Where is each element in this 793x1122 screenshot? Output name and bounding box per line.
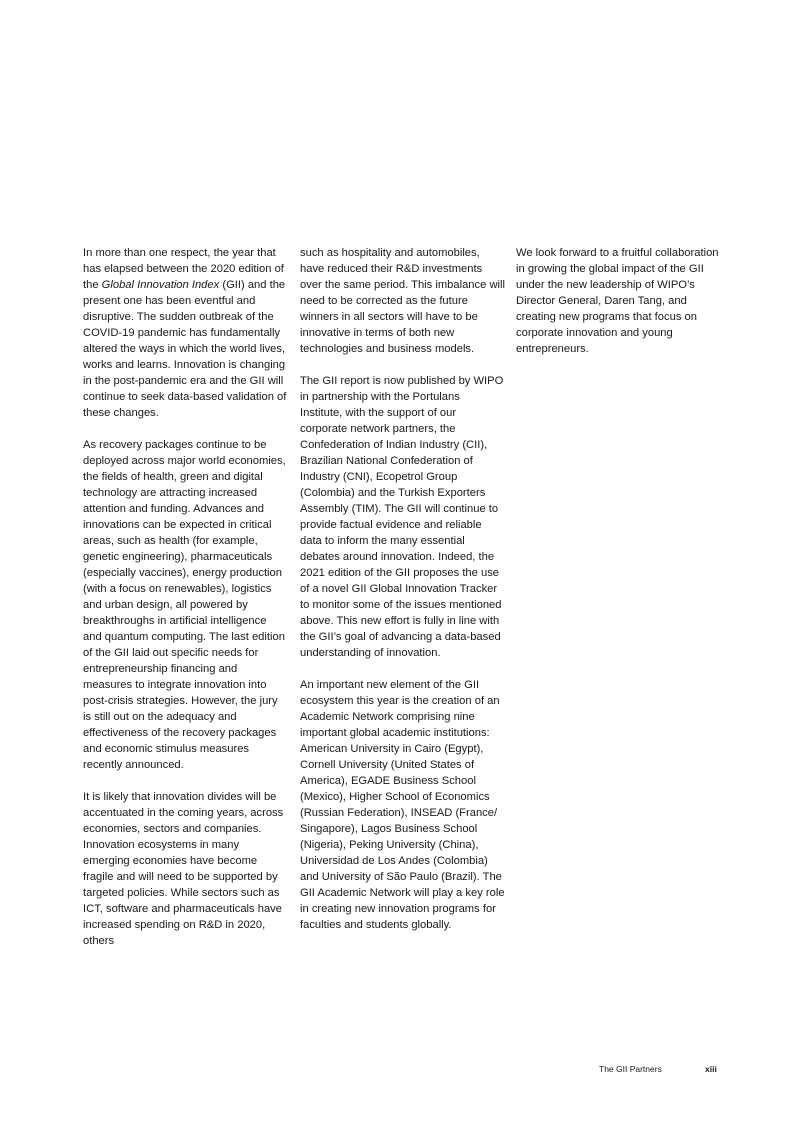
paragraph-1-before: In more than one respect, the year that has elapsed between the 2020 edition of the <box>83 247 284 291</box>
paragraph-6: An important new element of the GII ecosystem this year is the creation of an Academic Network comprising nine important global academic institutions: American University in Cairo (Egypt), Cornell University (United States of America), EGADE Business School (Mexico), Higher School of Economics (Russian Federation), INSEAD (France/ Singapore), Lagos Business School (Nigeria), Peking University (China), Universidad de Los Andes (Colombia) and University of São Paulo (Brazil). The GII Academic Network will play a key role in creating new innovation programs for faculties and students globally. <box>300 679 505 931</box>
paragraph-5: The GII report is now published by WIPO in partnership with the Portulans Institute, with the support of our corporate network partners, the Confederation of Indian Industry (CII), Brazilian National Confederation of Industry (CNI), Ecopetrol Group (Colombia) and the Turkish Exporters Assembly (TIM). The GII will continue to provide factual evidence and reliable data to inform the many essential debates around innovation. Indeed, the 2021 edition of the GII proposes the use of a novel GII Global Innovation Tracker to monitor some of the issues mentioned above. This new effort is fully in line with the GII’s goal of advancing a data-based understanding of innovation. <box>300 375 504 659</box>
footer-section-title: The GII Partners <box>599 1064 662 1074</box>
page-number: xiii <box>705 1064 717 1074</box>
paragraph-1 <box>83 245 288 421</box>
paragraph-3: It is likely that innovation divides will be accentuated in the coming years, across economies, sectors and companies. Innovation ecosystems in many emerging economies have become fragile and will need to be supported by targeted policies. While sectors such as ICT, software and pharmaceuticals have increased spending on R&D in 2020, others <box>83 791 284 947</box>
paragraph-7: We look forward to a fruitful collaboration in growing the global impact of the GII under the new leadership of WIPO’s Director General, Daren Tang, and creating new programs that focus on corporate innovation and young entrepreneurs. <box>516 247 719 355</box>
text-column-2 <box>300 245 505 949</box>
paragraph-4: such as hospitality and automobiles, have reduced their R&D investments over the same period. This imbalance will need to be corrected as the future winners in all sectors will have to be innovative in terms of both new technologies and business models. <box>300 247 505 355</box>
text-column-3 <box>516 245 721 373</box>
paragraph-1-after: (GII) and the present one has been eventful and disruptive. The sudden outbreak of the COVID-19 pandemic has fundamentally altered the ways in which the world lives, works and learns. Innovation is changing in the post-pandemic era and the GII will continue to seek data-based validation of these changes. <box>83 279 287 419</box>
report-title: Global Innovation Index <box>101 279 220 291</box>
paragraph-2: As recovery packages continue to be deployed across major world economies, the fields of health, green and digital technology are attracting increased attention and funding. Advances and innovations can be expected in critical areas, such as health (for example, genetic engineering), pharmaceuticals (especially vaccines), energy production (with a focus on renewables), logistics and urban design, all powered by breakthroughs in artificial intelligence and quantum computing. The last edition of the GII laid out specific needs for entrepreneurship financing and measures to integrate innovation into post-crisis strategies. However, the jury is still out on the adequacy and effectiveness of the recovery packages and economic stimulus measures recently announced. <box>83 439 286 771</box>
text-column-1 <box>83 245 288 965</box>
